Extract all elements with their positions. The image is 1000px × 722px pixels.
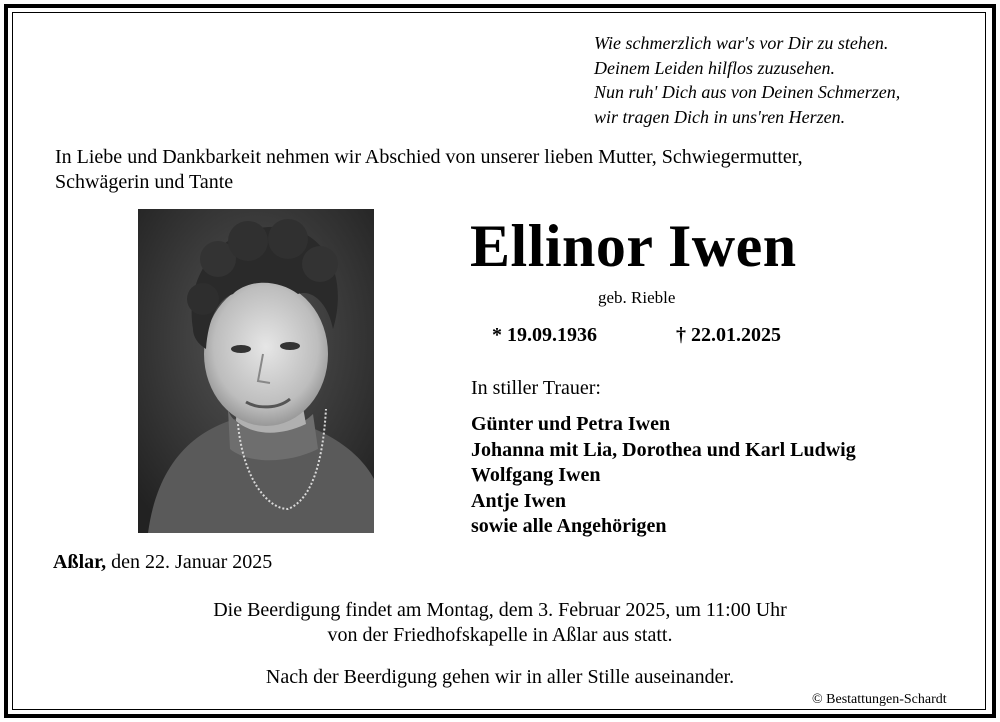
poem-line: Nun ruh' Dich aus von Deinen Schmerzen,: [594, 82, 901, 102]
funeral-line: Die Beerdigung findet am Montag, dem 3. Februar 2025, um 11:00 Uhr: [213, 599, 787, 621]
deceased-name: Ellinor Iwen: [470, 213, 797, 279]
poem-line: Deinem Leiden hilflos zuzusehen.: [594, 57, 835, 78]
birth-date: * 19.09.1936: [492, 324, 597, 346]
maiden-name: geb. Rieble: [598, 288, 676, 307]
closing-text: Nach der Beerdigung gehen wir in aller Stille auseinander.: [265, 666, 735, 688]
mourners-label: In stiller Trauer:: [471, 377, 601, 399]
poem-line: Wie schmerzlich war's vor Dir zu stehen.: [594, 33, 889, 53]
poem: [594, 31, 900, 129]
place-date: [53, 551, 272, 574]
funeral-line: von der Friedhofskapelle in Aßlar aus statt.: [327, 624, 673, 646]
mourner-name: Günter und Petra Iwen: [471, 413, 671, 435]
poem-line: wir tragen Dich in uns'ren Herzen.: [594, 106, 846, 127]
portrait-photo: [138, 209, 374, 533]
mourner-name: Wolfgang Iwen: [471, 464, 601, 486]
mourner-name: Antje Iwen: [471, 489, 566, 512]
place-name: Aßlar,: [53, 551, 107, 573]
funeral-info: [0, 598, 1000, 648]
copyright-notice: © Bestattungen-Schardt: [812, 692, 947, 707]
mourner-name: sowie alle Angehörigen: [471, 515, 667, 537]
mourners-list: [471, 412, 856, 540]
mourner-name: Johanna mit Lia, Dorothea und Karl Ludwig: [471, 438, 856, 461]
intro-line: Schwägerin und Tante: [55, 171, 234, 193]
death-date: † 22.01.2025: [676, 324, 781, 346]
intro-line: In Liebe und Dankbarkeit nehmen wir Abschied von unserer lieben Mutter, Schwiegermutter,: [55, 146, 803, 168]
intro-text: [55, 145, 955, 195]
notice-date: den 22. Januar 2025: [106, 551, 273, 573]
portrait-image: [138, 209, 374, 533]
